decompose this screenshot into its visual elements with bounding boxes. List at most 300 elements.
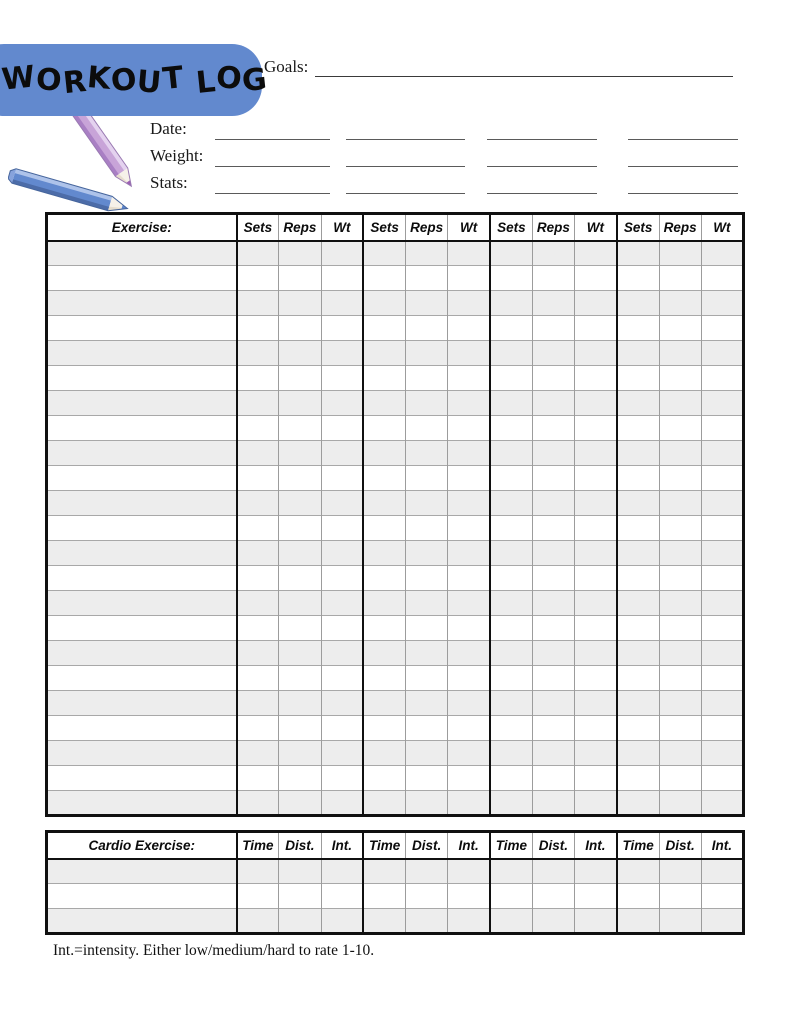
value-entry-cell xyxy=(659,416,701,441)
value-entry-cell xyxy=(490,416,532,441)
value-entry-cell xyxy=(237,716,279,741)
value-entry-cell xyxy=(321,366,363,391)
exercise-entry-cell xyxy=(47,741,237,766)
value-entry-cell xyxy=(321,641,363,666)
dist-header: Dist. xyxy=(532,832,574,859)
exercise-entry-cell xyxy=(47,909,237,934)
value-entry-cell xyxy=(659,666,701,691)
exercise-entry-cell xyxy=(47,491,237,516)
value-entry-cell xyxy=(575,909,617,934)
value-entry-cell xyxy=(448,909,490,934)
value-entry-cell xyxy=(532,691,574,716)
stats-fill-line xyxy=(215,193,330,194)
value-entry-cell xyxy=(532,366,574,391)
value-entry-cell xyxy=(363,566,405,591)
value-entry-cell xyxy=(575,691,617,716)
table-row xyxy=(47,859,744,884)
value-entry-cell xyxy=(363,616,405,641)
value-entry-cell xyxy=(237,691,279,716)
value-entry-cell xyxy=(406,666,448,691)
value-entry-cell xyxy=(406,516,448,541)
date-fill-line xyxy=(346,139,465,140)
value-entry-cell xyxy=(490,241,532,266)
weight-fill-line xyxy=(215,166,330,167)
value-entry-cell xyxy=(701,416,743,441)
value-entry-cell xyxy=(532,466,574,491)
value-entry-cell xyxy=(659,591,701,616)
value-entry-cell xyxy=(321,416,363,441)
table-row xyxy=(47,791,744,816)
value-entry-cell xyxy=(617,266,659,291)
sets-header: Sets xyxy=(237,214,279,241)
value-entry-cell xyxy=(363,341,405,366)
value-entry-cell xyxy=(321,766,363,791)
value-entry-cell xyxy=(617,241,659,266)
time-header: Time xyxy=(490,832,532,859)
table-row xyxy=(47,266,744,291)
value-entry-cell xyxy=(575,416,617,441)
value-entry-cell xyxy=(659,316,701,341)
value-entry-cell xyxy=(701,441,743,466)
value-entry-cell xyxy=(279,591,321,616)
value-entry-cell xyxy=(279,441,321,466)
value-entry-cell xyxy=(321,884,363,909)
value-entry-cell xyxy=(701,516,743,541)
value-entry-cell xyxy=(279,466,321,491)
value-entry-cell xyxy=(363,691,405,716)
goals-label: Goals: xyxy=(264,57,309,76)
value-entry-cell xyxy=(617,291,659,316)
value-entry-cell xyxy=(237,766,279,791)
value-entry-cell xyxy=(701,291,743,316)
value-entry-cell xyxy=(321,266,363,291)
value-entry-cell xyxy=(406,316,448,341)
value-entry-cell xyxy=(279,291,321,316)
value-entry-cell xyxy=(617,691,659,716)
value-entry-cell xyxy=(279,516,321,541)
value-entry-cell xyxy=(406,859,448,884)
value-entry-cell xyxy=(617,566,659,591)
value-entry-cell xyxy=(237,441,279,466)
exercise-entry-cell xyxy=(47,416,237,441)
weight-fill-line xyxy=(487,166,597,167)
value-entry-cell xyxy=(659,391,701,416)
goals-fill-line xyxy=(315,61,733,77)
goals-row xyxy=(264,58,733,77)
value-entry-cell xyxy=(701,341,743,366)
value-entry-cell xyxy=(321,316,363,341)
value-entry-cell xyxy=(279,859,321,884)
value-entry-cell xyxy=(659,541,701,566)
table-row xyxy=(47,884,744,909)
int-header: Int. xyxy=(575,832,617,859)
exercise-entry-cell xyxy=(47,616,237,641)
value-entry-cell xyxy=(237,566,279,591)
exercise-entry-cell xyxy=(47,666,237,691)
value-entry-cell xyxy=(490,766,532,791)
table-row xyxy=(47,416,744,441)
value-entry-cell xyxy=(406,566,448,591)
weight-row xyxy=(150,143,750,170)
value-entry-cell xyxy=(406,466,448,491)
value-entry-cell xyxy=(490,716,532,741)
exercise-entry-cell xyxy=(47,641,237,666)
value-entry-cell xyxy=(617,391,659,416)
value-entry-cell xyxy=(448,859,490,884)
value-entry-cell xyxy=(617,859,659,884)
value-entry-cell xyxy=(532,716,574,741)
exercise-entry-cell xyxy=(47,241,237,266)
value-entry-cell xyxy=(490,616,532,641)
value-entry-cell xyxy=(363,716,405,741)
exercise-entry-cell xyxy=(47,341,237,366)
value-entry-cell xyxy=(448,666,490,691)
time-header: Time xyxy=(363,832,405,859)
value-entry-cell xyxy=(448,366,490,391)
value-entry-cell xyxy=(617,541,659,566)
value-entry-cell xyxy=(575,316,617,341)
value-entry-cell xyxy=(321,441,363,466)
time-header: Time xyxy=(237,832,279,859)
value-entry-cell xyxy=(575,266,617,291)
value-entry-cell xyxy=(575,641,617,666)
value-entry-cell xyxy=(490,466,532,491)
blue-pencil-icon xyxy=(8,167,129,215)
int-header: Int. xyxy=(321,832,363,859)
cardio-table xyxy=(45,830,745,935)
date-fill-line xyxy=(628,139,738,140)
value-entry-cell xyxy=(617,316,659,341)
value-entry-cell xyxy=(659,341,701,366)
intensity-footnote: Int.=intensity. Either low/medium/hard to rate 1-10. xyxy=(53,942,375,959)
value-entry-cell xyxy=(532,441,574,466)
time-header: Time xyxy=(617,832,659,859)
value-entry-cell xyxy=(321,516,363,541)
value-entry-cell xyxy=(448,441,490,466)
value-entry-cell xyxy=(701,241,743,266)
exercise-entry-cell xyxy=(47,591,237,616)
value-entry-cell xyxy=(279,666,321,691)
value-entry-cell xyxy=(659,641,701,666)
value-entry-cell xyxy=(532,859,574,884)
value-entry-cell xyxy=(701,566,743,591)
value-entry-cell xyxy=(237,541,279,566)
value-entry-cell xyxy=(490,791,532,816)
table-row xyxy=(47,391,744,416)
date-row xyxy=(150,116,750,143)
exercise-entry-cell xyxy=(47,859,237,884)
value-entry-cell xyxy=(448,616,490,641)
value-entry-cell xyxy=(279,316,321,341)
value-entry-cell xyxy=(701,909,743,934)
value-entry-cell xyxy=(279,266,321,291)
value-entry-cell xyxy=(490,341,532,366)
value-entry-cell xyxy=(406,691,448,716)
value-entry-cell xyxy=(321,616,363,641)
page-title: WORKOUT LOG xyxy=(0,58,270,101)
wt-header: Wt xyxy=(448,214,490,241)
table-row xyxy=(47,909,744,934)
value-entry-cell xyxy=(406,266,448,291)
value-entry-cell xyxy=(363,766,405,791)
value-entry-cell xyxy=(237,666,279,691)
value-entry-cell xyxy=(321,591,363,616)
table-row xyxy=(47,716,744,741)
value-entry-cell xyxy=(448,716,490,741)
value-entry-cell xyxy=(659,241,701,266)
value-entry-cell xyxy=(237,641,279,666)
value-entry-cell xyxy=(279,741,321,766)
table-row xyxy=(47,641,744,666)
value-entry-cell xyxy=(321,741,363,766)
value-entry-cell xyxy=(490,884,532,909)
value-entry-cell xyxy=(575,341,617,366)
value-entry-cell xyxy=(617,716,659,741)
value-entry-cell xyxy=(490,591,532,616)
value-entry-cell xyxy=(363,466,405,491)
value-entry-cell xyxy=(448,541,490,566)
value-entry-cell xyxy=(406,884,448,909)
exercise-entry-cell xyxy=(47,466,237,491)
table-row xyxy=(47,541,744,566)
value-entry-cell xyxy=(701,716,743,741)
value-entry-cell xyxy=(279,541,321,566)
value-entry-cell xyxy=(363,909,405,934)
value-entry-cell xyxy=(490,566,532,591)
value-entry-cell xyxy=(448,884,490,909)
reps-header: Reps xyxy=(659,214,701,241)
value-entry-cell xyxy=(321,716,363,741)
value-entry-cell xyxy=(406,391,448,416)
value-entry-cell xyxy=(701,316,743,341)
value-entry-cell xyxy=(490,441,532,466)
value-entry-cell xyxy=(532,791,574,816)
value-entry-cell xyxy=(617,516,659,541)
meta-fields xyxy=(150,116,750,197)
value-entry-cell xyxy=(617,616,659,641)
value-entry-cell xyxy=(448,241,490,266)
exercise-entry-cell xyxy=(47,791,237,816)
value-entry-cell xyxy=(532,766,574,791)
value-entry-cell xyxy=(575,566,617,591)
value-entry-cell xyxy=(448,266,490,291)
value-entry-cell xyxy=(279,491,321,516)
table-row xyxy=(47,366,744,391)
value-entry-cell xyxy=(575,591,617,616)
value-entry-cell xyxy=(490,391,532,416)
value-entry-cell xyxy=(406,641,448,666)
table-row xyxy=(47,291,744,316)
table-row xyxy=(47,766,744,791)
value-entry-cell xyxy=(617,416,659,441)
value-entry-cell xyxy=(659,516,701,541)
dist-header: Dist. xyxy=(406,832,448,859)
value-entry-cell xyxy=(321,691,363,716)
exercise-entry-cell xyxy=(47,366,237,391)
value-entry-cell xyxy=(237,341,279,366)
value-entry-cell xyxy=(490,516,532,541)
value-entry-cell xyxy=(490,666,532,691)
value-entry-cell xyxy=(279,241,321,266)
value-entry-cell xyxy=(448,641,490,666)
table-row xyxy=(47,316,744,341)
value-entry-cell xyxy=(701,616,743,641)
value-entry-cell xyxy=(659,566,701,591)
value-entry-cell xyxy=(617,466,659,491)
table-row xyxy=(47,341,744,366)
value-entry-cell xyxy=(448,491,490,516)
value-entry-cell xyxy=(237,516,279,541)
value-entry-cell xyxy=(701,366,743,391)
value-entry-cell xyxy=(659,716,701,741)
weight-fill-line xyxy=(346,166,465,167)
value-entry-cell xyxy=(617,666,659,691)
value-entry-cell xyxy=(363,859,405,884)
value-entry-cell xyxy=(448,341,490,366)
exercise-entry-cell xyxy=(47,716,237,741)
value-entry-cell xyxy=(532,491,574,516)
value-entry-cell xyxy=(406,341,448,366)
value-entry-cell xyxy=(490,266,532,291)
value-entry-cell xyxy=(532,516,574,541)
value-entry-cell xyxy=(363,491,405,516)
value-entry-cell xyxy=(490,691,532,716)
value-entry-cell xyxy=(490,316,532,341)
value-entry-cell xyxy=(617,441,659,466)
value-entry-cell xyxy=(406,791,448,816)
value-entry-cell xyxy=(617,909,659,934)
value-entry-cell xyxy=(532,416,574,441)
exercise-table-body xyxy=(47,241,744,816)
value-entry-cell xyxy=(237,466,279,491)
value-entry-cell xyxy=(532,541,574,566)
value-entry-cell xyxy=(448,566,490,591)
value-entry-cell xyxy=(406,491,448,516)
value-entry-cell xyxy=(575,666,617,691)
wt-header: Wt xyxy=(321,214,363,241)
value-entry-cell xyxy=(363,266,405,291)
value-entry-cell xyxy=(701,641,743,666)
table-row xyxy=(47,491,744,516)
sets-header: Sets xyxy=(617,214,659,241)
value-entry-cell xyxy=(279,341,321,366)
value-entry-cell xyxy=(659,266,701,291)
value-entry-cell xyxy=(532,266,574,291)
value-entry-cell xyxy=(617,741,659,766)
value-entry-cell xyxy=(575,516,617,541)
value-entry-cell xyxy=(659,491,701,516)
exercise-entry-cell xyxy=(47,766,237,791)
value-entry-cell xyxy=(406,241,448,266)
value-entry-cell xyxy=(321,541,363,566)
weight-label: Weight: xyxy=(150,146,204,165)
stats-label: Stats: xyxy=(150,173,188,192)
value-entry-cell xyxy=(279,616,321,641)
value-entry-cell xyxy=(363,666,405,691)
value-entry-cell xyxy=(237,416,279,441)
value-entry-cell xyxy=(659,466,701,491)
value-entry-cell xyxy=(363,416,405,441)
value-entry-cell xyxy=(406,441,448,466)
table-row xyxy=(47,591,744,616)
value-entry-cell xyxy=(701,466,743,491)
date-label: Date: xyxy=(150,119,187,138)
value-entry-cell xyxy=(237,859,279,884)
value-entry-cell xyxy=(532,909,574,934)
value-entry-cell xyxy=(321,291,363,316)
value-entry-cell xyxy=(237,316,279,341)
value-entry-cell xyxy=(490,291,532,316)
value-entry-cell xyxy=(279,791,321,816)
value-entry-cell xyxy=(279,691,321,716)
value-entry-cell xyxy=(575,766,617,791)
value-entry-cell xyxy=(617,591,659,616)
stats-fill-line xyxy=(628,193,738,194)
value-entry-cell xyxy=(532,391,574,416)
value-entry-cell xyxy=(237,616,279,641)
sets-header: Sets xyxy=(363,214,405,241)
value-entry-cell xyxy=(532,316,574,341)
value-entry-cell xyxy=(237,366,279,391)
value-entry-cell xyxy=(363,791,405,816)
value-entry-cell xyxy=(406,616,448,641)
value-entry-cell xyxy=(617,341,659,366)
wt-header: Wt xyxy=(575,214,617,241)
value-entry-cell xyxy=(532,741,574,766)
value-entry-cell xyxy=(701,859,743,884)
value-entry-cell xyxy=(448,741,490,766)
value-entry-cell xyxy=(237,391,279,416)
table-row xyxy=(47,441,744,466)
value-entry-cell xyxy=(575,391,617,416)
value-entry-cell xyxy=(237,266,279,291)
value-entry-cell xyxy=(490,366,532,391)
value-entry-cell xyxy=(237,291,279,316)
value-entry-cell xyxy=(659,859,701,884)
value-entry-cell xyxy=(448,516,490,541)
value-entry-cell xyxy=(406,741,448,766)
value-entry-cell xyxy=(490,909,532,934)
value-entry-cell xyxy=(575,441,617,466)
value-entry-cell xyxy=(363,441,405,466)
int-header: Int. xyxy=(448,832,490,859)
value-entry-cell xyxy=(659,741,701,766)
value-entry-cell xyxy=(701,266,743,291)
value-entry-cell xyxy=(701,591,743,616)
value-entry-cell xyxy=(659,441,701,466)
value-entry-cell xyxy=(279,641,321,666)
table-row xyxy=(47,666,744,691)
value-entry-cell xyxy=(575,291,617,316)
value-entry-cell xyxy=(279,391,321,416)
workout-log-badge xyxy=(0,44,270,116)
date-fill-line xyxy=(487,139,597,140)
value-entry-cell xyxy=(575,716,617,741)
value-entry-cell xyxy=(321,491,363,516)
value-entry-cell xyxy=(532,641,574,666)
value-entry-cell xyxy=(363,316,405,341)
value-entry-cell xyxy=(659,884,701,909)
stats-fill-line xyxy=(346,193,465,194)
value-entry-cell xyxy=(617,791,659,816)
dist-header: Dist. xyxy=(279,832,321,859)
value-entry-cell xyxy=(363,516,405,541)
value-entry-cell xyxy=(575,741,617,766)
value-entry-cell xyxy=(659,291,701,316)
value-entry-cell xyxy=(363,391,405,416)
value-entry-cell xyxy=(321,466,363,491)
value-entry-cell xyxy=(406,416,448,441)
